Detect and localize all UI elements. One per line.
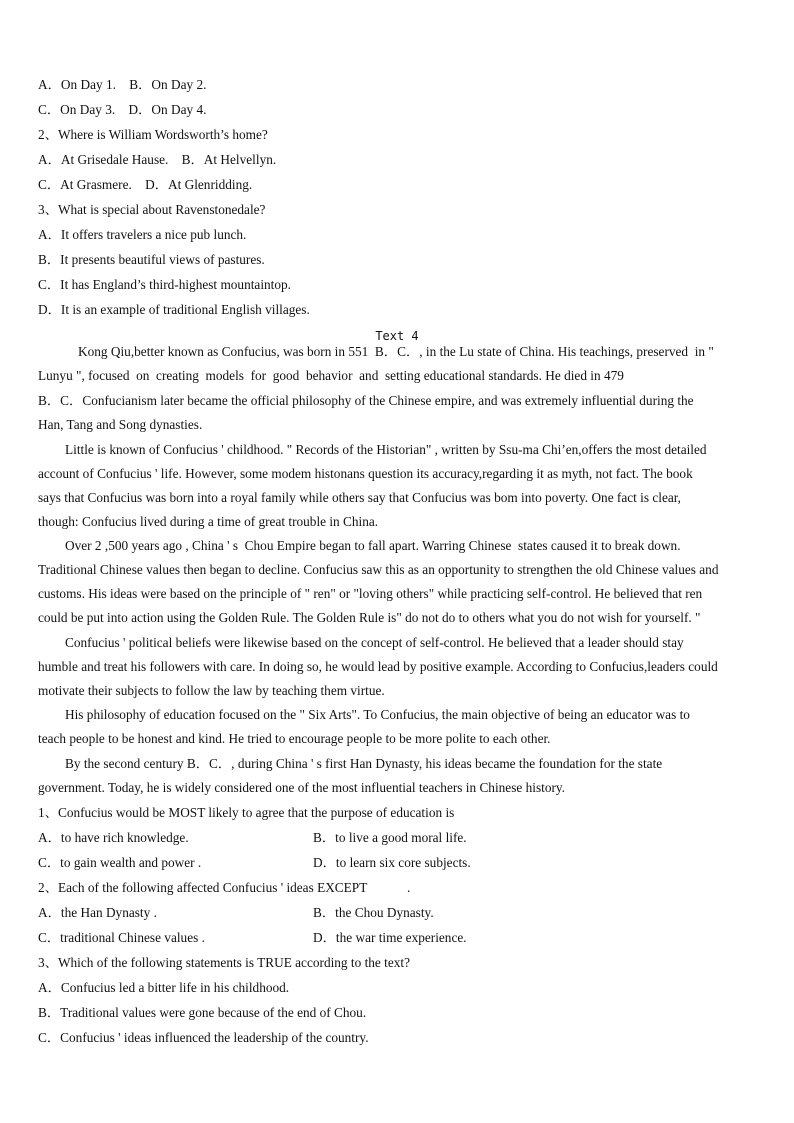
question-3-stem: 3、Which of the following statements is TRUE according to the text? — [38, 955, 410, 970]
passage-line: Han, Tang and Song dynasties. — [38, 417, 203, 432]
passage-line: teach people to be honest and kind. He tried to encourage people to be more polite to each other. — [38, 731, 551, 746]
passage-line: says that Confucius was born into a royal family while others say that Confucius was bom into poverty. One fact is clear, — [38, 490, 681, 505]
passage-line: B．C．Confucianism later became the official philosophy of the Chinese empire, and was extremely influential during the — [38, 393, 694, 408]
question-2-option-b: B．the Chou Dynasty. — [313, 905, 434, 920]
q2-stem: 2、Where is William Wordsworth’s home? — [38, 127, 268, 142]
passage-line: By the second century B．C．, during China ' s first Han Dynasty, his ideas became the foundation for the state — [65, 756, 663, 771]
q3-option-b: B．It presents beautiful views of pastures. — [38, 252, 265, 267]
passage-line: Little is known of Confucius ' childhood. " Records of the Historian" , written by Ssu-ma Chi’en,offers the most detailed — [65, 442, 707, 457]
question-1-option-d: D．to learn six core subjects. — [313, 855, 471, 870]
q3-stem: 3、What is special about Ravenstonedale? — [38, 202, 266, 217]
passage-line: though: Confucius lived during a time of great trouble in China. — [38, 514, 379, 529]
question-3-option-a: A．Confucius led a bitter life in his childhood. — [38, 980, 290, 995]
q2-options-row-2: C．At Grasmere. D．At Glenridding. — [38, 177, 253, 192]
passage-line: Over 2 ,500 years ago , China ' s Chou Empire began to fall apart. Warring Chinese states caused it to break down. — [65, 538, 681, 553]
passage-line: government. Today, he is widely considered one of the most influential teachers in Chinese history. — [38, 780, 565, 795]
passage-line: customs. His ideas were based on the principle of " ren" or "loving others" while practicing self-control. He believed that ren — [38, 586, 703, 601]
passage-line: Traditional Chinese values then began to decline. Confucius saw this as an opportunity to strengthen the old Chinese values and — [38, 562, 719, 577]
q3-option-c: C．It has England’s third-highest mountaintop. — [38, 277, 291, 292]
passage-line: Confucius ' political beliefs were likewise based on the concept of self-control. He believed that a leader should stay — [65, 635, 684, 650]
passage-line: humble and treat his followers with care. In doing so, he would lead by positive example. According to Confucius,leaders could — [38, 659, 718, 674]
question-1-option-a: A．to have rich knowledge. — [38, 830, 189, 845]
question-1-option-b: B．to live a good moral life. — [313, 830, 467, 845]
q3-option-d: D．It is an example of traditional English villages. — [38, 302, 310, 317]
question-1-option-c: C．to gain wealth and power . — [38, 855, 202, 870]
question-2-option-d: D．the war time experience. — [313, 930, 467, 945]
passage-line: Lunyu ", focused on creating models for good behavior and setting educational standards. He died in 479 — [38, 368, 624, 383]
question-3-option-c: C．Confucius ' ideas influenced the leadership of the country. — [38, 1030, 369, 1045]
q3-option-a: A．It offers travelers a nice pub lunch. — [38, 227, 247, 242]
question-1-stem: 1、Confucius would be MOST likely to agree that the purpose of education is — [38, 805, 455, 820]
question-3-option-b: B．Traditional values were gone because of the end of Chou. — [38, 1005, 367, 1020]
passage-line: account of Confucius ' life. However, some modem histonans question its accuracy,regarding it as myth, not fact. The book — [38, 466, 693, 481]
passage-line: could be put into action using the Golden Rule. The Golden Rule is" do not do to others what you do not wish for yourself. " — [38, 610, 701, 625]
question-2-option-a: A．the Han Dynasty . — [38, 905, 157, 920]
q2-options-row-1: A．At Grisedale Hause. B．At Helvellyn. — [38, 152, 277, 167]
passage-line: Kong Qiu,better known as Confucius, was born in 551 B．C．, in the Lu state of China. His teachings, preserved in " — [78, 344, 714, 359]
section-heading: Text 4 — [375, 329, 419, 343]
passage-line: motivate their subjects to follow the law by teaching them virtue. — [38, 683, 385, 698]
passage-line: His philosophy of education focused on the " Six Arts". To Confucius, the main objective of being an educator was to — [65, 707, 690, 722]
question-2-stem: 2、Each of the following affected Confucius ' ideas EXCEPT . — [38, 880, 411, 895]
q1-options-row-2: C．On Day 3. D．On Day 4. — [38, 102, 207, 117]
question-2-option-c: C．traditional Chinese values . — [38, 930, 205, 945]
q1-options-row-1: A．On Day 1. B．On Day 2. — [38, 77, 207, 92]
